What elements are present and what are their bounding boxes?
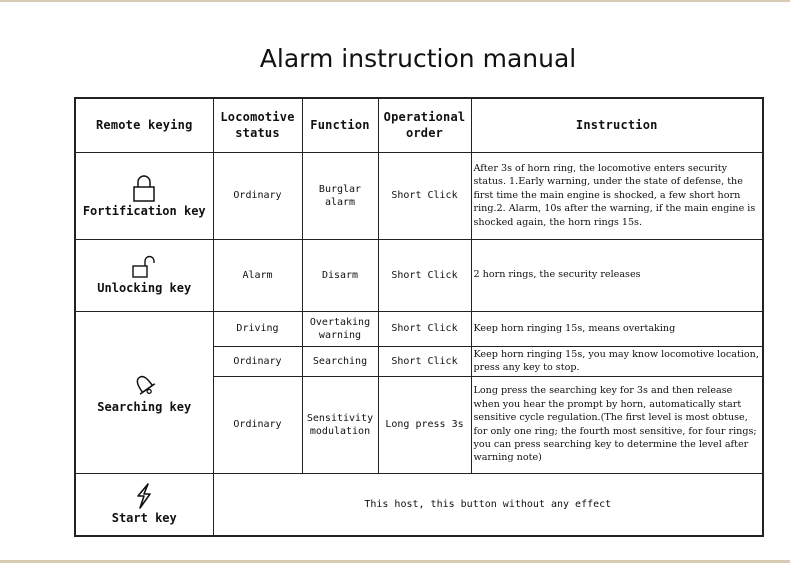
top-divider-line <box>0 0 790 2</box>
header-remote-keying: Remote keying <box>75 98 213 152</box>
unlocking-instruction: 2 horn rings, the security releases <box>471 239 763 311</box>
padlock-unlocked-icon <box>131 255 157 279</box>
searching-key-label: Searching key <box>97 400 192 414</box>
start-key-label: Start key <box>111 511 177 526</box>
fortification-instruction: After 3s of horn ring, the locomotive enters security status. 1.Early warning, under the state of defense, the first time the main engine is shocked, a few short horn ring.2. Alarm, 10s after the warning, if the main engine is shocked again, the horn rings 15s. <box>471 152 763 239</box>
searching-order: Short Click <box>378 311 471 346</box>
padlock-locked-icon <box>131 174 157 202</box>
unlocking-key-cell <box>75 239 213 311</box>
header-locomotive-status: Locomotive status <box>213 98 302 152</box>
searching-function: Searching <box>302 346 378 376</box>
searching-status: Driving <box>213 311 302 346</box>
searching-instruction: Long press the searching key for 3s and then release when you hear the prompt by horn, automatically start sensitive cycle regulation.(The first level is most obtuse, for only one ring; the fourth most sensitive, for four rings; you can press searching key to determine the level after warning note) <box>471 376 763 473</box>
header-instruction: Instruction <box>471 98 763 152</box>
header-operational-order: Operational order <box>378 98 471 152</box>
fortification-key-label: Fortification key <box>82 203 206 218</box>
lightning-bolt-icon <box>133 483 155 509</box>
table-row-fortification <box>75 152 763 239</box>
alarm-instruction-table <box>74 97 764 537</box>
searching-function: Sensitivity modulation <box>302 376 378 473</box>
table-row-searching-1 <box>75 311 763 346</box>
searching-status: Ordinary <box>213 376 302 473</box>
searching-instruction: Keep horn ringing 15s, means overtaking <box>471 311 763 346</box>
searching-function: Overtaking warning <box>302 311 378 346</box>
start-key-note: This host, this button without any effect <box>213 473 763 536</box>
fortification-order: Short Click <box>378 152 471 239</box>
unlocking-status: Alarm <box>213 239 302 311</box>
table-row-unlocking <box>75 239 763 311</box>
searching-order: Long press 3s <box>378 376 471 473</box>
fortification-key-cell <box>75 152 213 239</box>
table-row-start <box>75 473 763 536</box>
page-title: Alarm instruction manual <box>259 44 577 73</box>
bell-icon <box>130 370 158 398</box>
searching-status: Ordinary <box>213 346 302 376</box>
unlocking-key-label: Unlocking key <box>97 281 192 295</box>
searching-instruction: Keep horn ringing 15s, you may know locomotive location, press any key to stop. <box>471 346 763 376</box>
unlocking-function: Disarm <box>302 239 378 311</box>
unlocking-order: Short Click <box>378 239 471 311</box>
header-function: Function <box>302 98 378 152</box>
fortification-function: Burglar alarm <box>302 152 378 239</box>
start-key-cell <box>75 473 213 536</box>
table-header-row <box>75 98 763 152</box>
fortification-status: Ordinary <box>213 152 302 239</box>
searching-order: Short Click <box>378 346 471 376</box>
searching-key-cell <box>75 311 213 473</box>
